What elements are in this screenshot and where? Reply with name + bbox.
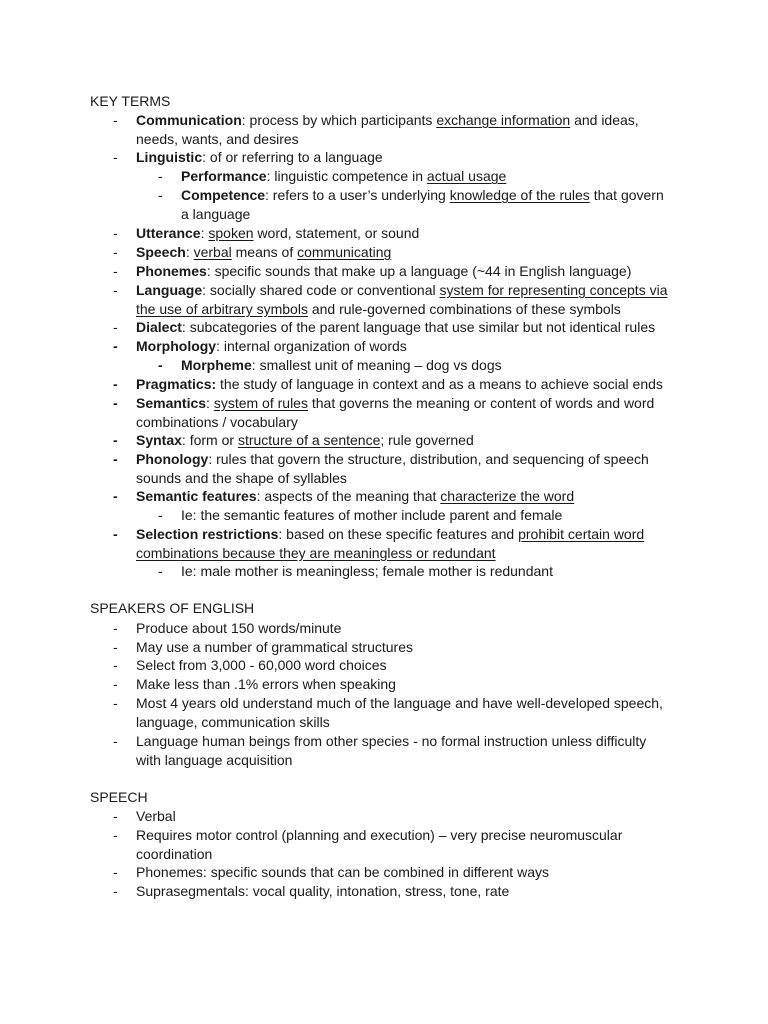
text-segment: :: [200, 225, 209, 241]
bullet-dash: -: [113, 149, 118, 165]
term-label: Morpheme: [181, 357, 252, 373]
text-segment: : of or referring to a language: [202, 149, 383, 165]
bullet-dash: -: [113, 526, 118, 542]
bullet-dash: -: [158, 563, 163, 579]
list-item: [113, 224, 673, 243]
term-label: Communication: [136, 112, 242, 128]
list-item-text: [136, 619, 673, 638]
term-label: Pragmatics:: [136, 376, 217, 392]
underlined-phrase: prohibit certain word combinations because they are meaningless or redundant: [136, 526, 645, 561]
bullet-dash: -: [158, 187, 163, 203]
text-segment: : smallest unit of meaning – dog vs dogs: [251, 357, 502, 373]
underlined-phrase: system for representing concepts via the use of arbitrary symbols: [136, 282, 668, 317]
list-item-text: [136, 826, 673, 864]
list-item-text: [136, 337, 673, 356]
term-label: Linguistic: [136, 149, 203, 165]
bullet-dash: -: [158, 168, 163, 184]
list-item: [113, 148, 673, 167]
text-segment: May use a number of grammatical structures: [136, 639, 413, 655]
list-item-text: [136, 243, 673, 262]
text-segment: : based on these specific features and: [278, 526, 519, 542]
section-heading-speakers-of-english: SPEAKERS OF ENGLISH: [90, 600, 255, 616]
list-item-text: [181, 562, 673, 581]
list-item: [113, 656, 673, 675]
text-segment: Ie: the semantic features of mother include parent and female: [181, 507, 563, 523]
bullet-dash: -: [113, 808, 118, 824]
section-heading-key-terms: KEY TERMS: [90, 93, 171, 109]
bullet-dash: -: [113, 864, 118, 880]
text-segment: : form or: [181, 432, 238, 448]
list-item-text: [136, 450, 673, 488]
text-segment: Language human beings from other species - no formal instruction unless difficulty with language acquisition: [136, 733, 647, 768]
list-item-text: [136, 732, 673, 770]
bullet-dash: -: [113, 432, 118, 448]
list-item: [113, 638, 673, 657]
bullet-dash: -: [113, 488, 118, 504]
underlined-phrase: characterize the word: [440, 488, 575, 504]
text-segment: Select from 3,000 - 60,000 word choices: [136, 657, 387, 673]
list-item: [113, 111, 673, 149]
text-segment: : process by which participants: [241, 112, 437, 128]
list-item-text: [136, 675, 673, 694]
list-item: [113, 525, 673, 563]
list-item: [113, 394, 673, 432]
list-item: [158, 356, 673, 375]
list-item-text: [181, 506, 673, 525]
list-item-text: [136, 281, 673, 319]
term-label: Utterance: [136, 225, 201, 241]
list-item: [113, 807, 673, 826]
bullet-dash: -: [113, 451, 118, 467]
list-item: [158, 186, 673, 224]
list-item: [113, 375, 673, 394]
list-item-text: [136, 148, 673, 167]
text-segment: and rule-governed combinations of these symbols: [307, 300, 621, 317]
list-item-text: [136, 375, 673, 394]
bullet-dash: -: [113, 112, 118, 128]
section-heading-speech: SPEECH: [90, 789, 148, 805]
text-segment: : socially shared code or conventional: [202, 282, 440, 298]
text-segment: Suprasegmentals: vocal quality, intonation, stress, tone, rate: [136, 883, 510, 899]
list-item-text: [136, 487, 673, 506]
list-item: [113, 243, 673, 262]
list-item: [113, 431, 673, 450]
term-label: Dialect: [136, 319, 182, 335]
text-segment: ; rule governed: [380, 432, 474, 448]
bullet-dash: -: [113, 244, 118, 260]
underlined-phrase: verbal: [193, 244, 232, 260]
text-segment: Verbal: [136, 808, 176, 824]
bullet-dash: -: [113, 282, 118, 298]
text-segment: Phonemes: specific sounds that can be combined in different ways: [136, 864, 549, 880]
list-item: [113, 281, 673, 319]
text-segment: : rules that govern the structure, distribution, and sequencing of speech sounds and the shape of syllables: [136, 451, 649, 486]
text-segment: : aspects of the meaning that: [256, 488, 441, 504]
list-item-text: [181, 186, 673, 224]
list-item-text: [136, 111, 673, 149]
bullet-dash: -: [113, 395, 118, 411]
bullet-dash: -: [113, 639, 118, 655]
term-label: Performance: [181, 168, 267, 184]
list-item-text: [181, 356, 673, 375]
list-item-text: [136, 224, 673, 243]
list-item-text: [136, 318, 673, 337]
text-segment: Most 4 years old understand much of the language and have well-developed speech, language, communication skills: [136, 695, 663, 730]
bullet-dash: -: [113, 733, 118, 749]
list-item-text: [136, 525, 673, 563]
list-item-text: [136, 656, 673, 675]
text-segment: Requires motor control (planning and execution) – very precise neuromuscular coordination: [136, 827, 623, 862]
bullet-dash: -: [158, 357, 163, 373]
list-item: [113, 694, 673, 732]
text-segment: that governs the meaning or content of words and word combinations / vocabulary: [136, 395, 655, 430]
list-item: [158, 167, 673, 186]
bullet-dash: -: [113, 376, 118, 392]
text-segment: : subcategories of the parent language that use similar but not identical rules: [181, 319, 656, 335]
list-item-text: [136, 807, 673, 826]
text-segment: :: [185, 244, 194, 260]
term-label: Phonemes: [136, 263, 207, 279]
underlined-phrase: exchange information: [436, 112, 571, 128]
list-item: [113, 318, 673, 337]
list-item-text: [136, 638, 673, 657]
underlined-phrase: spoken: [208, 225, 254, 241]
bullet-dash: -: [113, 225, 118, 241]
underlined-phrase: system of rules: [213, 395, 308, 411]
bullet-dash: -: [113, 338, 118, 354]
bullet-dash: -: [113, 657, 118, 673]
term-label: Competence: [181, 187, 266, 203]
list-item: [113, 732, 673, 770]
text-segment: Make less than .1% errors when speaking: [136, 676, 396, 692]
list-item: [113, 450, 673, 488]
text-segment: :: [206, 395, 214, 411]
list-item-text: [181, 167, 673, 186]
text-segment: means of: [231, 244, 298, 260]
text-segment: Produce about 150 words/minute: [136, 620, 342, 636]
term-label: Language: [136, 282, 203, 298]
text-segment: : internal organization of words: [216, 338, 407, 354]
text-segment: : linguistic competence in: [266, 168, 427, 184]
bullet-dash: -: [113, 827, 118, 843]
list-item: [113, 863, 673, 882]
bullet-dash: -: [158, 507, 163, 523]
text-segment: Ie: male mother is meaningless; female mother is redundant: [181, 563, 553, 579]
list-item: [158, 562, 673, 581]
text-segment: : refers to a user’s underlying: [265, 187, 450, 203]
term-label: Syntax: [136, 432, 182, 448]
list-item-text: [136, 262, 673, 281]
text-segment: that govern a language: [181, 187, 664, 222]
list-item: [113, 337, 673, 356]
term-label: Semantic features: [136, 488, 257, 504]
bullet-dash: -: [113, 676, 118, 692]
term-label: Morphology: [136, 338, 217, 354]
list-item-text: [136, 394, 673, 432]
term-label: Speech: [136, 244, 186, 260]
list-item: [158, 506, 673, 525]
text-segment: word, statement, or sound: [253, 225, 420, 241]
list-item-text: [136, 431, 673, 450]
list-item: [113, 487, 673, 506]
list-item: [113, 675, 673, 694]
bullet-dash: -: [113, 695, 118, 711]
term-label: Selection restrictions: [136, 526, 279, 542]
underlined-phrase: structure of a sentence: [237, 432, 381, 448]
term-label: Semantics: [136, 395, 207, 411]
list-item-text: [136, 694, 673, 732]
text-segment: and ideas, needs, wants, and desires: [136, 112, 639, 147]
bullet-dash: -: [113, 883, 118, 899]
underlined-phrase: actual usage: [426, 168, 507, 184]
list-item: [113, 262, 673, 281]
bullet-dash: -: [113, 263, 118, 279]
term-label: Phonology: [136, 451, 209, 467]
text-segment: : specific sounds that make up a language (~44 in English language): [206, 263, 632, 279]
bullet-dash: -: [113, 319, 118, 335]
list-item: [113, 882, 673, 901]
list-item-text: [136, 882, 673, 901]
text-segment: the study of language in context and as a means to achieve social ends: [216, 376, 663, 392]
list-item: [113, 826, 673, 864]
bullet-dash: -: [113, 620, 118, 636]
underlined-phrase: communicating: [297, 244, 392, 260]
list-item-text: [136, 863, 673, 882]
underlined-phrase: knowledge of the rules: [449, 187, 590, 203]
list-item: [113, 619, 673, 638]
